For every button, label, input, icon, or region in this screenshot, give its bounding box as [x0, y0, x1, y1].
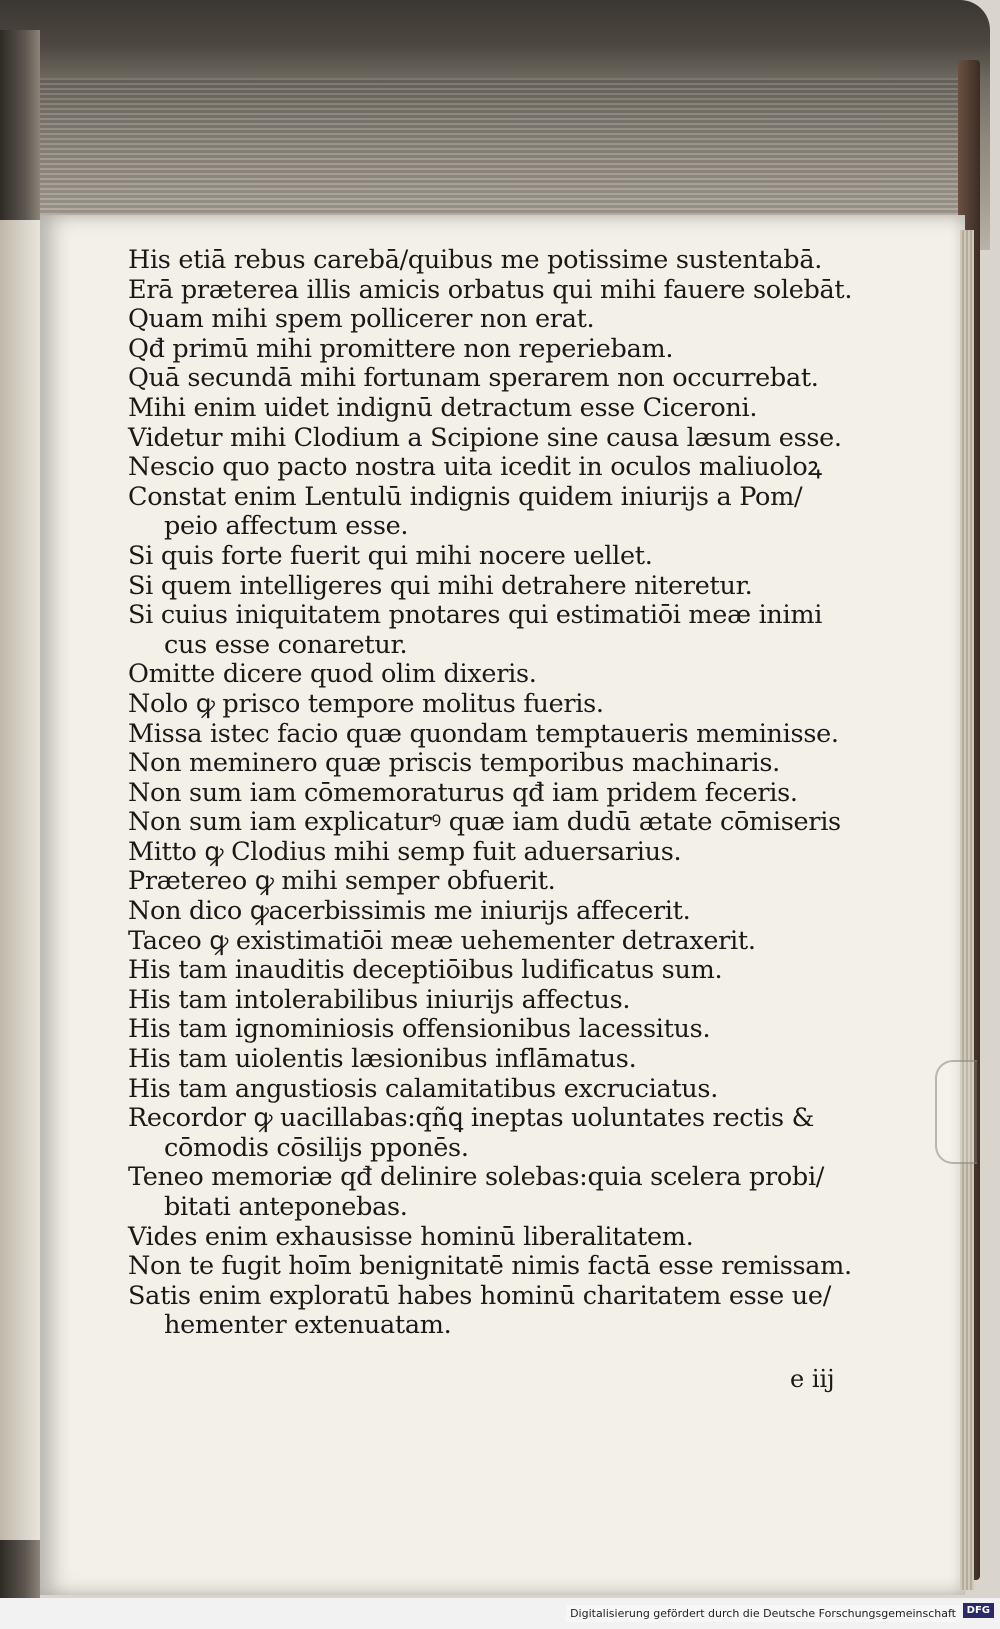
text-line: bitati anteponebas.: [164, 1192, 408, 1222]
text-line: Prætereo ꝙ mihi semper obfuerit.: [128, 866, 556, 897]
text-line: Taceo ꝙ existimatiōi meæ uehementer detraxerit.: [128, 925, 756, 956]
text-line: Recordor ꝙ uacillabas:qñꝗ ineptas uoluntates rectis &: [128, 1103, 815, 1134]
dfg-logo: DFG: [963, 1603, 994, 1618]
text-line: Si quis forte fuerit qui mihi nocere uellet.: [128, 540, 653, 571]
text-line: hementer extenuatam.: [164, 1310, 452, 1341]
text-line: His tam angustiosis calamitatibus excruciatus.: [128, 1073, 719, 1104]
text-line: Nolo ꝙ prisco tempore molitus fueris.: [128, 688, 604, 719]
text-line: Non meminero quæ priscis temporibus machinaris.: [128, 748, 780, 779]
footer-credit: Digitalisierung gefördert durch die Deutsche Forschungsgemeinschaft: [566, 1605, 960, 1622]
text-line: Missa istec facio quæ quondam temptaueris meminisse.: [128, 718, 839, 749]
page-edges: [17, 78, 967, 228]
text-line: Constat enim Lentulū indignis quidem iniurijs a Pom/: [128, 481, 803, 512]
text-line: Quam mihi spem pollicerer non erat.: [128, 304, 595, 335]
text-line: Vides enim exhausisse hominū liberalitatem.: [128, 1221, 694, 1252]
text-line: Qđ primū mihi promittere non reperiebam.: [128, 333, 674, 364]
text-line: His tam uiolentis læsionibus inflāmatus.: [128, 1044, 637, 1075]
text-line: His tam inauditis deceptiōibus ludificatus sum.: [128, 955, 723, 986]
text-line: Nescio quo pacto nostra uita icedit in oculos maliuoloꝝ: [128, 452, 822, 483]
text-line: Mihi enim uidet indignū detractum esse Ciceroni.: [128, 392, 758, 423]
text-line: His tam intolerabilibus iniurijs affectus.: [128, 984, 631, 1015]
text-line: peio affectum esse.: [164, 511, 409, 542]
text-line: Si quem intelligeres qui mihi detrahere niteretur.: [128, 570, 753, 601]
text-line: Non sum iam cōmemoraturus qđ iam pridem feceris.: [128, 777, 798, 808]
text-line: Omitte dicere quod olim dixeris.: [128, 659, 537, 690]
page-text: [128, 246, 858, 1341]
text-line: Non dico ꝙacerbissimis me iniurijs affecerit.: [128, 896, 691, 927]
signature-mark: e iij: [790, 1365, 835, 1393]
book-clip: [935, 1060, 977, 1164]
text-line: cōmodis cōsilijs pponēs.: [164, 1132, 469, 1163]
page-stack-edge: [960, 230, 974, 1590]
text-line: Mitto ꝙ Clodius mihi semp fuit aduersarius.: [128, 836, 682, 867]
text-line: Videtur mihi Clodium a Scipione sine causa læsum esse.: [128, 422, 842, 453]
text-line: Non sum iam explicaturꝰ quæ iam dudū ætate cōmiseris: [128, 807, 841, 838]
text-line: Si cuius iniquitatem pnotares qui estimatiōi meæ inimi: [128, 600, 823, 631]
text-line: Erā præterea illis amicis orbatus qui mihi fauere solebāt.: [128, 274, 853, 305]
text-line: cus esse conaretur.: [164, 629, 408, 660]
text-line: Quā secundā mihi fortunam sperarem non occurrebat.: [128, 363, 819, 394]
text-line: His etiā rebus carebā/quibus me potissime sustentabā.: [128, 245, 823, 275]
text-line: Non te fugit hoīm benignitatē nimis factā esse remissam.: [128, 1251, 852, 1282]
text-line: Teneo memoriæ qđ delinire solebas:quia scelera probi/: [128, 1162, 825, 1193]
text-line: His tam ignominiosis offensionibus lacessitus.: [128, 1014, 711, 1045]
text-line: Satis enim exploratū habes hominū charitatem esse ue/: [128, 1280, 831, 1311]
facing-page: [0, 220, 40, 1540]
